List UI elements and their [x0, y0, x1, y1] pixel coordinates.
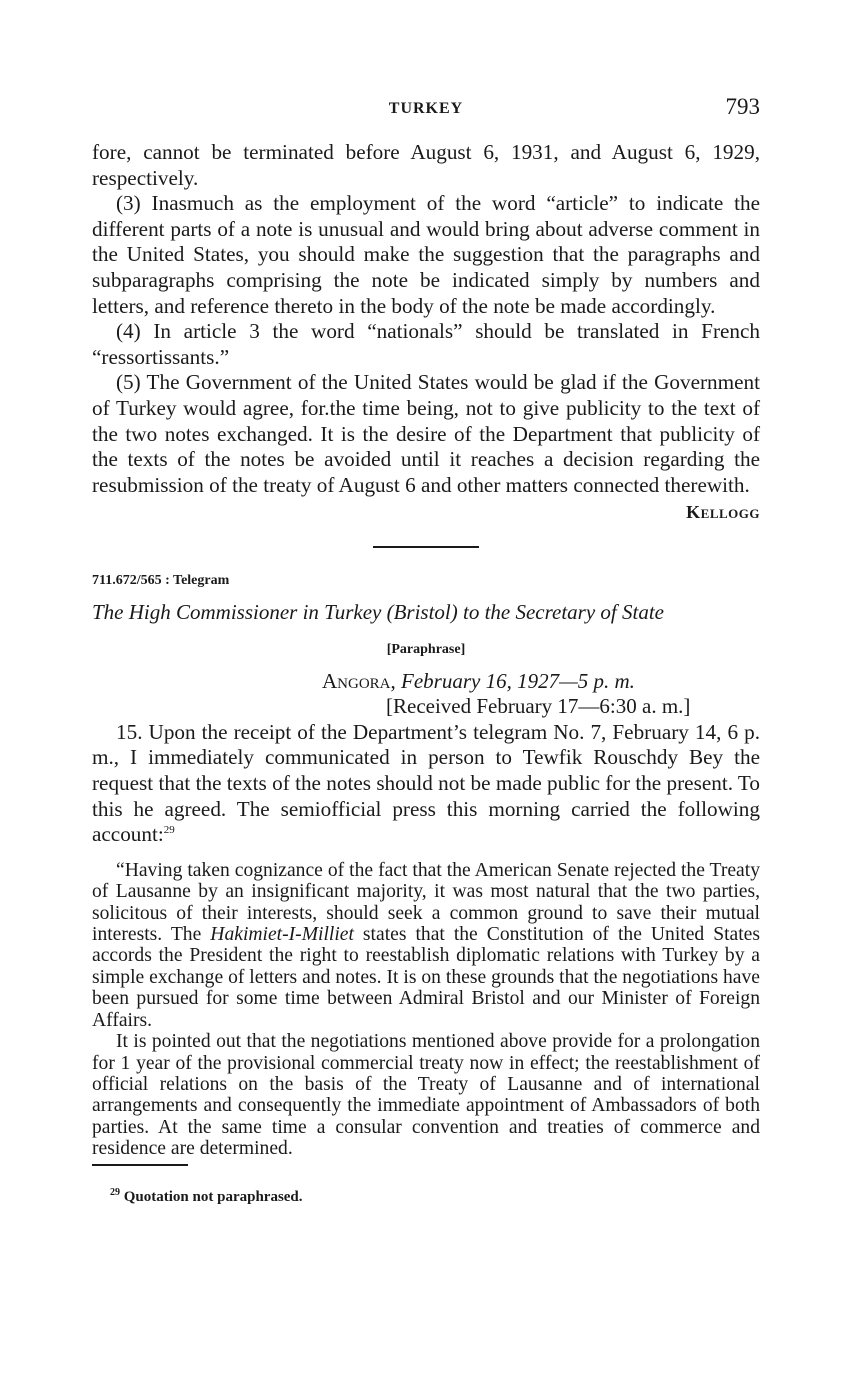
footnote — [110, 1180, 760, 1211]
quote-text-1b: states that the Constitution of the United States accords the President the right to reestablish diplomatic relations with Turkey by a simple exchange of letters and notes. It is on these grounds that the negotiations have been pursued for some time between Admiral Bristol and our Minister of Foreign Affairs. — [92, 924, 760, 1031]
document-title: The High Commissioner in Turkey (Bristol) to the Secretary of State — [92, 599, 664, 624]
paraphrase-label: [Paraphrase] — [386, 642, 466, 658]
quotation-block — [92, 860, 760, 1160]
footnote-text: Quotation not paraphrased. — [123, 1188, 303, 1205]
quote-paragraph-1 — [92, 860, 760, 1031]
signature: Kellogg — [686, 502, 760, 523]
footnote-rule — [92, 1164, 188, 1166]
paragraph-continued: fore, cannot be terminated before August 6, 1931, and August 6, 1929, respectively. — [92, 140, 760, 190]
paragraph-15-text: 15. Upon the receipt of the Department’s telegram No. 7, February 14, 6 p. m., I immediately communicated in person to Tewfik Rouschdy Bey the request that the texts of the notes should not be made public for the present. To this he agreed. The semiofficial press this morning carried the following account: — [92, 719, 760, 847]
received-line: [Received February 17—6:30 a. m.] — [386, 694, 691, 719]
page-number: 793 — [725, 94, 760, 119]
paragraph-4: (4) In article 3 the word “nationals” should be translated in French “ressortissants.” — [92, 319, 760, 369]
newspaper-title: Hakimiet-I-Milliet — [210, 924, 354, 946]
running-head: TURKEY — [388, 100, 464, 117]
quote-paragraph-2: It is pointed out that the negotiations mentioned above provide for a prolongation for 1 year of the provisional commercial treaty now in effect; the reestablishment of official relations on the basis of the Treaty of Lausanne and of international arrangements and consequently the immediate appointment of Ambassadors of both parties. At the same time a consular convention and treaties of commerce and residence are determined. — [92, 1031, 760, 1160]
footnote-mark: 29 — [110, 1186, 120, 1198]
section-divider — [373, 546, 479, 548]
dateline-place: Angora, — [322, 668, 396, 693]
paragraph-15 — [92, 720, 760, 848]
paragraph-3: (3) Inasmuch as the employment of the word “article” to indicate the different parts of a note is unusual and would bring about adverse comment in the United States, you should make the suggestion that the paragraphs and subparagraphs comprising the note be indicated simply by numbers and letters, and reference thereto in the body of the note be made accordingly. — [92, 191, 760, 318]
paragraph-5: (5) The Government of the United States would be glad if the Government of Turkey would agree, for.the time being, not to give publicity to the text of the two notes exchanged. It is the desire of the Department that publicity of the texts of the notes be avoided until it reaches a decision regarding the resubmission of the treaty of August 6 and other matters connected therewith. — [92, 370, 760, 497]
file-reference: 711.672/565 : Telegram — [92, 572, 230, 588]
page-header — [92, 96, 760, 126]
main-text — [92, 140, 760, 1210]
quote-text-1a: “Having taken cognizance of the fact that the American Senate rejected the Treaty of Lausanne by an insignificant majority, it was most natural that the two parties, solicitous of their interests, should seek a common ground to save their mutual interests. The — [92, 859, 760, 946]
dateline-date: February 16, 1927—5 p. m. — [401, 668, 635, 693]
dateline — [322, 669, 760, 695]
footnote-ref: 29 — [163, 824, 175, 837]
